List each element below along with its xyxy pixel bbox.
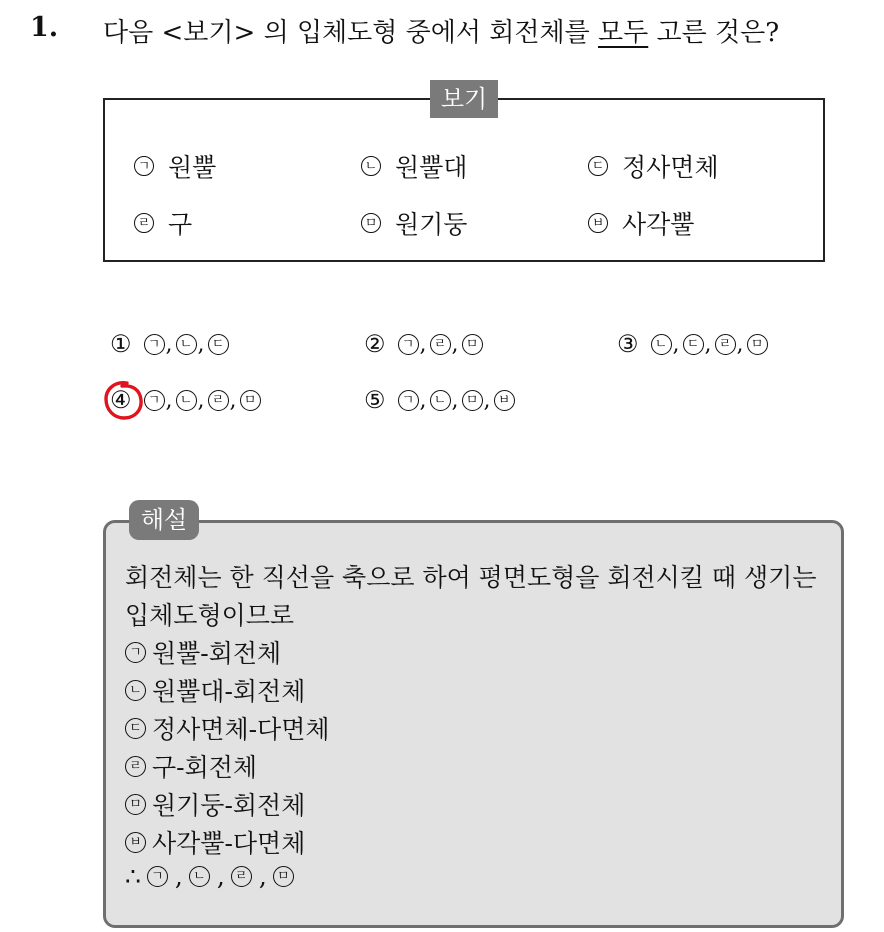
circled-mark: ㄱ [398,334,419,355]
explanation-line-1: 회전체는 한 직선을 축으로 하여 평면도형을 회전시킬 때 생기는 [125,563,817,592]
circled-mark: ㄹ [134,213,154,233]
circled-mark: ㄹ [715,334,736,355]
answer-choice-1[interactable]: ① ㄱ , ㄴ , ㄷ [110,330,229,358]
explanation-item [125,710,330,746]
answer-choice-2[interactable]: ② ㄱ , ㄹ , ㅁ [364,330,483,358]
circled-mark: ㄷ [588,156,608,176]
circled-mark: ㄷ [125,718,146,739]
circled-mark: ㄴ [125,680,146,701]
bogi-item-label: 정사면체 [622,153,719,182]
bogi-item-label: 원뿔대 [395,153,468,182]
explanation-line-2: 입체도형이므로 [125,601,295,630]
choice-number: ② [364,330,386,358]
circled-mark: ㄴ [189,866,210,887]
circled-mark: ㄴ [651,334,672,355]
circled-mark: ㄱ [147,866,168,887]
question-text-underlined: 모두 [598,18,649,48]
explanation-item [125,786,305,822]
answer-choice-5[interactable]: ⑤ ㄱ , ㄴ , ㅁ , ㅂ [364,386,515,414]
question-text-before: 다음 <보기> 의 입체도형 중에서 회전체를 [103,18,599,48]
circled-mark: ㅁ [125,794,146,815]
explanation-item-text: 정사면체-다면체 [152,715,330,744]
explanation-conclusion: ∴ ㄱ , ㄴ , ㄹ , ㅁ [125,862,300,891]
question-number: 1. [30,12,59,43]
circled-mark: ㄱ [144,334,165,355]
bogi-item [361,205,467,241]
explanation-title: 해설 [129,500,199,540]
bogi-item [134,148,216,184]
circled-mark: ㄴ [361,156,381,176]
circled-mark: ㅁ [273,866,294,887]
circled-mark: ㄱ [144,390,165,411]
circled-mark: ㅁ [462,334,483,355]
explanation-item [125,672,305,708]
circled-mark: ㄹ [231,866,252,887]
circled-mark: ㄴ [430,390,451,411]
explanation-item-text: 원뿔대-회전체 [152,677,306,706]
circled-mark: ㄱ [125,642,146,663]
circled-mark: ㅁ [361,213,381,233]
circled-mark: ㅂ [588,213,608,233]
circled-mark: ㄹ [430,334,451,355]
circled-mark: ㄷ [683,334,704,355]
circled-mark: ㄷ [208,334,229,355]
choice-number: ③ [617,330,639,358]
explanation-item [125,634,281,670]
bogi-item [361,148,467,184]
circled-mark: ㅂ [125,832,146,853]
question-text-after: 고른 것은? [648,18,780,48]
circled-mark: ㅁ [240,390,261,411]
question-text [103,12,779,49]
bogi-item [588,205,694,241]
bogi-item-label: 원기둥 [395,210,468,239]
explanation-item-text: 구-회전체 [152,753,258,782]
circled-mark: ㄴ [176,334,197,355]
circled-mark: ㄱ [134,156,154,176]
explanation-item [125,748,257,784]
bogi-item [588,148,719,184]
bogi-title: 보기 [430,80,498,118]
explanation-item-text: 원기둥-회전체 [152,791,306,820]
circled-mark: ㅁ [462,390,483,411]
bogi-item-label: 원뿔 [168,153,217,182]
circled-mark: ㅁ [747,334,768,355]
circled-mark: ㄹ [208,390,229,411]
answer-choice-4[interactable]: ④ ㄱ , ㄴ , ㄹ , ㅁ [110,386,261,414]
answer-choice-3[interactable]: ③ ㄴ , ㄷ , ㄹ , ㅁ [617,330,768,358]
circled-mark: ㄹ [125,756,146,777]
choice-number: ① [110,330,132,358]
explanation-item-text: 사각뿔-다면체 [152,829,306,858]
circled-mark: ㄴ [176,390,197,411]
bogi-item [134,205,192,241]
explanation-item-text: 원뿔-회전체 [152,639,282,668]
therefore-symbol: ∴ [125,862,141,891]
choice-number: ⑤ [364,386,386,414]
explanation-item [125,824,305,860]
bogi-item-label: 구 [168,210,193,239]
circled-mark: ㄱ [398,390,419,411]
bogi-item-label: 사각뿔 [622,210,695,239]
circled-mark: ㅂ [494,390,515,411]
choice-number: ④ [110,386,132,414]
